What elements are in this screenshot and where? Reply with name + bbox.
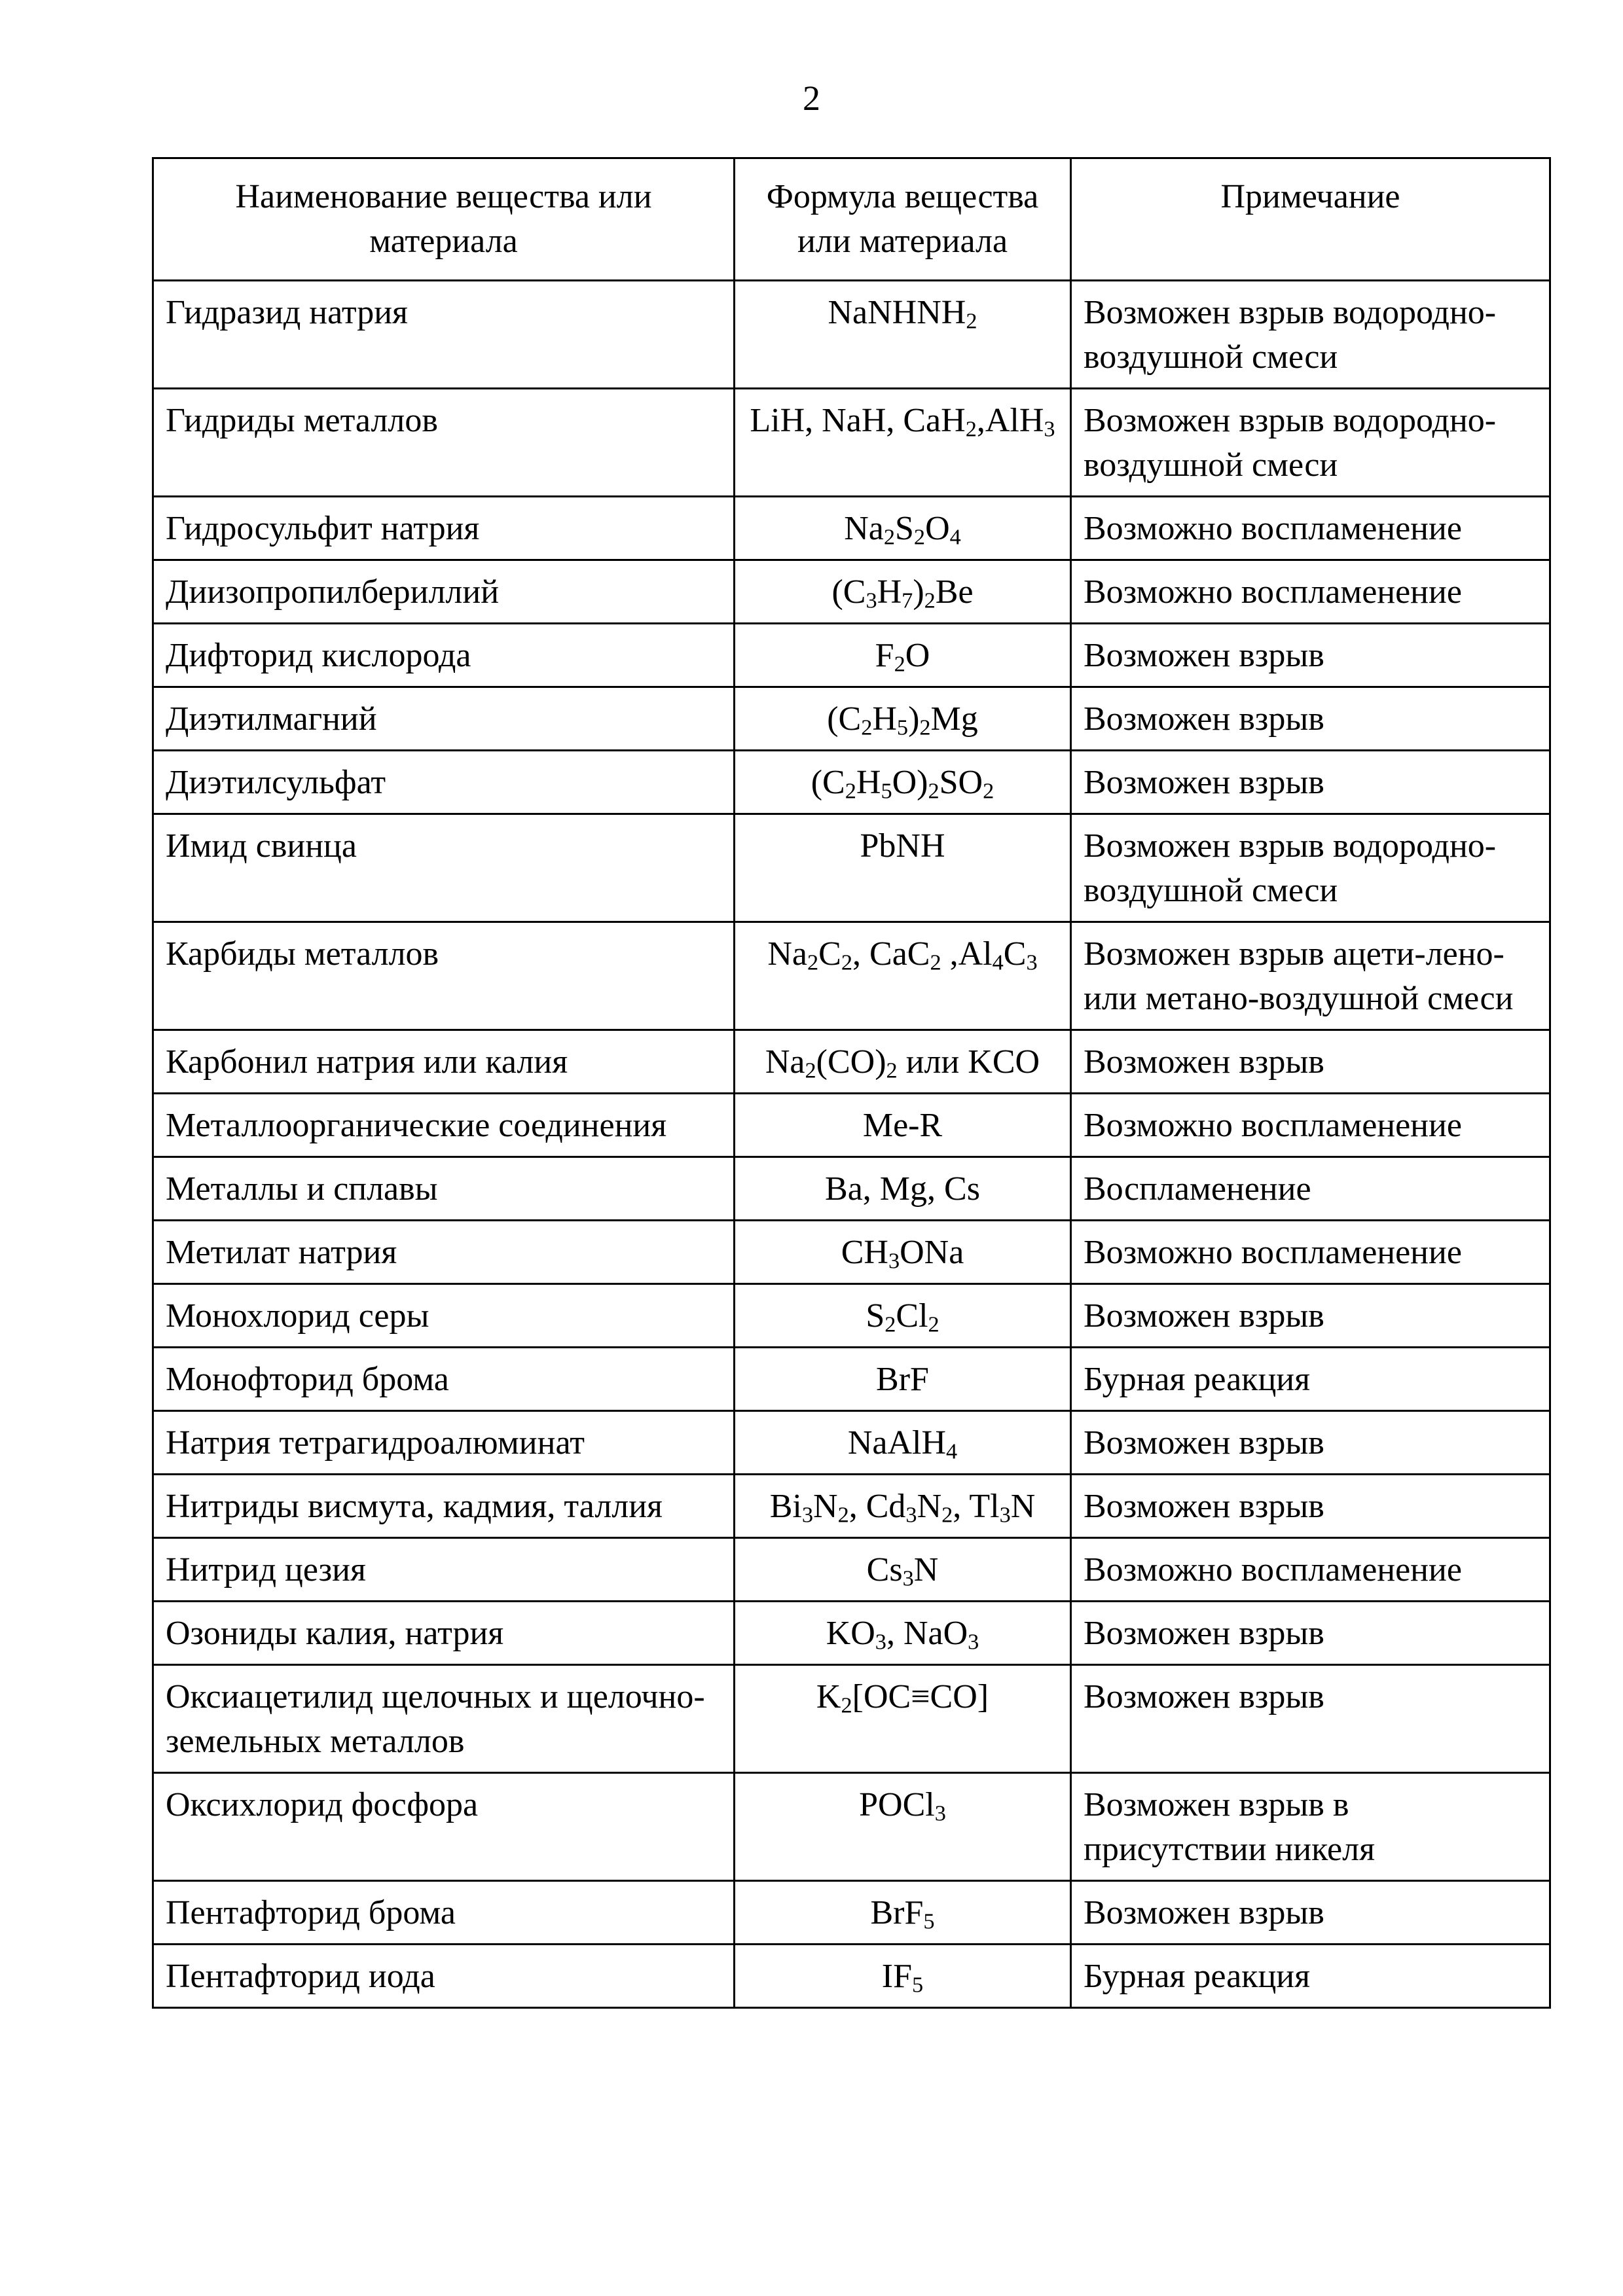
- formula-part: Na: [844, 510, 884, 547]
- formula-part: C: [1003, 935, 1027, 973]
- formula-text: [870, 1894, 935, 1934]
- formula-subscript: 3: [875, 1629, 886, 1655]
- substance-formula: [735, 1773, 1071, 1881]
- formula-subscript: 3: [1026, 950, 1038, 975]
- substance-formula: [735, 1094, 1071, 1157]
- formula-part: Na: [765, 1043, 805, 1081]
- substance-note: Возможно воспламенение: [1071, 560, 1550, 624]
- substance-formula: [735, 1602, 1071, 1665]
- formula-part: IF: [881, 1958, 913, 1995]
- table-row: [153, 1284, 1550, 1348]
- formula-part: [OC≡CO]: [852, 1678, 989, 1715]
- formula-text: [866, 1297, 939, 1335]
- formula-subscript: 2: [930, 950, 941, 975]
- formula-text: [866, 1551, 939, 1591]
- table-row: [153, 281, 1550, 389]
- formula-part: NaNHNH: [828, 294, 966, 331]
- substance-formula: [735, 1221, 1071, 1284]
- substance-name: Нитрид цезия: [153, 1538, 735, 1602]
- substance-name: Имид свинца: [153, 814, 735, 922]
- table-body: [153, 281, 1550, 2008]
- table-row: [153, 1157, 1550, 1221]
- formula-part: Me-R: [862, 1107, 943, 1144]
- formula-subscript: 3: [968, 1629, 979, 1655]
- formula-subscript: 3: [888, 1248, 900, 1274]
- formula-subscript: 2: [919, 715, 931, 740]
- formula-part: K: [816, 1678, 841, 1715]
- formula-part: , NaO: [886, 1615, 968, 1652]
- formula-part: (C: [831, 573, 866, 611]
- substance-name: Монофторид брома: [153, 1348, 735, 1411]
- formula-part: (CO): [816, 1043, 886, 1081]
- formula-part: Na: [767, 935, 808, 973]
- formula-subscript: 2: [924, 588, 936, 613]
- table-row: [153, 1094, 1550, 1157]
- formula-subscript: 2: [884, 1312, 896, 1337]
- substance-formula: [735, 1665, 1071, 1773]
- substance-note: Возможен взрыв водородно-воздушной смеси: [1071, 281, 1550, 389]
- formula-subscript: 2: [837, 1502, 849, 1528]
- table-row: [153, 1773, 1550, 1881]
- table-row: [153, 1945, 1550, 2008]
- table-row: [153, 1602, 1550, 1665]
- formula-text: [848, 1424, 957, 1462]
- formula-subscript: 3: [801, 1502, 813, 1528]
- formula-part: Be: [935, 573, 974, 611]
- substance-name: Метилат натрия: [153, 1221, 735, 1284]
- substance-note: Возможен взрыв: [1071, 1030, 1550, 1094]
- formula-text: [844, 510, 961, 550]
- table-row: [153, 1348, 1550, 1411]
- formula-part: (C: [811, 764, 845, 801]
- substance-note: Возможен взрыв: [1071, 751, 1550, 814]
- substance-note: Возможен взрыв ацети-лено- или метано-воздушной смеси: [1071, 922, 1550, 1030]
- substance-note: Возможен взрыв в присутствии никеля: [1071, 1773, 1550, 1881]
- formula-subscript: 5: [881, 778, 892, 804]
- formula-part: , Tl: [953, 1488, 1000, 1525]
- formula-part: NaAlH: [847, 1424, 947, 1462]
- formula-part: POCl: [859, 1786, 935, 1823]
- table-row: [153, 1030, 1550, 1094]
- formula-subscript: 3: [934, 1801, 946, 1826]
- substance-note: Возможен взрыв: [1071, 1881, 1550, 1945]
- formula-text: [825, 1170, 980, 1208]
- formula-subscript: 2: [941, 1502, 953, 1528]
- substance-formula: [735, 1945, 1071, 2008]
- substance-name: Диизопропилбериллий: [153, 560, 735, 624]
- substance-note: Возможно воспламенение: [1071, 497, 1550, 560]
- formula-part: S: [895, 510, 914, 547]
- formula-text: [863, 1107, 942, 1144]
- formula-part: Bi: [769, 1488, 802, 1525]
- formula-part: N: [913, 1551, 939, 1588]
- substance-name: Карбиды металлов: [153, 922, 735, 1030]
- substance-note: Возможен взрыв: [1071, 1284, 1550, 1348]
- formula-part: S: [866, 1297, 885, 1335]
- formula-part: Ba, Mg, Cs: [825, 1170, 980, 1208]
- substance-name: Металлоорганические соединения: [153, 1094, 735, 1157]
- table-row: [153, 1475, 1550, 1538]
- table-row: [153, 389, 1550, 497]
- table-row: [153, 922, 1550, 1030]
- substance-name: Гидразид натрия: [153, 281, 735, 389]
- table-row: [153, 814, 1550, 922]
- formula-subscript: 3: [999, 1502, 1011, 1528]
- substance-name: Пентафторид брома: [153, 1881, 735, 1945]
- formula-text: [859, 1786, 946, 1826]
- substance-note: Воспламенение: [1071, 1157, 1550, 1221]
- table-row: [153, 1665, 1550, 1773]
- table-row: [153, 1411, 1550, 1475]
- formula-part: PbNH: [860, 827, 945, 865]
- formula-subscript: 2: [913, 524, 926, 550]
- substance-formula: [735, 1284, 1071, 1348]
- substance-note: Бурная реакция: [1071, 1945, 1550, 2008]
- formula-subscript: 4: [949, 524, 961, 550]
- substance-note: Возможно воспламенение: [1071, 1538, 1550, 1602]
- formula-text: [826, 1615, 979, 1655]
- formula-part: Cl: [896, 1297, 928, 1335]
- formula-text: [765, 1043, 1040, 1081]
- substance-note: Возможен взрыв: [1071, 624, 1550, 687]
- substance-note: Возможен взрыв: [1071, 1665, 1550, 1773]
- formula-subscript: 2: [983, 778, 994, 804]
- substance-formula: [735, 1411, 1071, 1475]
- formula-part: BrF: [870, 1894, 924, 1931]
- formula-text: [875, 637, 930, 677]
- formula-part: ): [908, 700, 920, 738]
- formula-part: H: [872, 700, 897, 738]
- substance-note: Возможен взрыв: [1071, 1411, 1550, 1475]
- formula-text: [876, 1361, 929, 1398]
- substance-note: Возможен взрыв: [1071, 1475, 1550, 1538]
- substance-formula: [735, 560, 1071, 624]
- formula-subscript: 2: [894, 651, 905, 677]
- table-row: [153, 1881, 1550, 1945]
- formula-subscript: 5: [923, 1909, 935, 1934]
- substance-formula: [735, 497, 1071, 560]
- formula-subscript: 3: [1044, 416, 1055, 442]
- table-header-row: [153, 158, 1550, 281]
- formula-part: CH: [841, 1234, 888, 1271]
- formula-part: BrF: [876, 1361, 929, 1398]
- substance-note: Бурная реакция: [1071, 1348, 1550, 1411]
- substance-name: Монохлорид серы: [153, 1284, 735, 1348]
- formula-part: O: [905, 637, 930, 674]
- table-row: [153, 751, 1550, 814]
- substance-name: Нитриды висмута, кадмия, таллия: [153, 1475, 735, 1538]
- formula-subscript: 2: [965, 416, 977, 442]
- formula-subscript: 2: [807, 950, 819, 975]
- formula-text: [881, 1958, 924, 1998]
- formula-part: (C: [827, 700, 862, 738]
- formula-part: C: [818, 935, 841, 973]
- substance-name: Натрия тетрагидроалюминат: [153, 1411, 735, 1475]
- substance-name: Диэтилсульфат: [153, 751, 735, 814]
- formula-part: ,AlH: [976, 402, 1044, 439]
- hazardous-substances-table: [152, 157, 1551, 2009]
- substance-name: Пентафторид иода: [153, 1945, 735, 2008]
- formula-text: [827, 700, 978, 738]
- formula-part: N: [917, 1488, 942, 1525]
- formula-part: LiH, NaH, CaH: [750, 402, 966, 439]
- formula-part: O): [892, 764, 928, 801]
- substance-name: Оксихлорид фосфора: [153, 1773, 735, 1881]
- formula-text: [828, 294, 977, 334]
- formula-subscript: 3: [866, 588, 877, 613]
- formula-part: KO: [826, 1615, 875, 1652]
- formula-subscript: 2: [928, 1312, 939, 1337]
- formula-text: [767, 935, 1037, 973]
- formula-part: F: [875, 637, 894, 674]
- substance-note: Возможен взрыв водородно-воздушной смеси: [1071, 814, 1550, 922]
- formula-part: или KCO: [897, 1043, 1040, 1081]
- substance-note: Возможно воспламенение: [1071, 1221, 1550, 1284]
- substance-formula: [735, 1475, 1071, 1538]
- substance-formula: [735, 1881, 1071, 1945]
- formula-text: [769, 1488, 1036, 1528]
- formula-text: [860, 827, 945, 865]
- formula-subscript: 2: [883, 524, 895, 550]
- substance-name: Карбонил натрия или калия: [153, 1030, 735, 1094]
- header-name: Наименование вещества или материала: [153, 158, 735, 281]
- formula-subscript: 2: [805, 1058, 816, 1083]
- formula-part: O: [925, 510, 950, 547]
- formula-part: SO: [939, 764, 983, 801]
- formula-subscript: 2: [845, 778, 856, 804]
- formula-part: H: [856, 764, 881, 801]
- formula-part: N: [813, 1488, 838, 1525]
- formula-part: Cs: [866, 1551, 903, 1588]
- formula-subscript: 5: [896, 715, 909, 740]
- substance-formula: [735, 389, 1071, 497]
- formula-part: ,Al: [941, 935, 993, 973]
- table-row: [153, 1538, 1550, 1602]
- substance-formula: [735, 751, 1071, 814]
- substance-note: Возможен взрыв водородно-воздушной смеси: [1071, 389, 1550, 497]
- substance-formula: [735, 1157, 1071, 1221]
- formula-part: ONa: [900, 1234, 964, 1271]
- substance-name: Металлы и сплавы: [153, 1157, 735, 1221]
- page-number: 2: [803, 79, 820, 118]
- substance-formula: [735, 687, 1071, 751]
- formula-text: [811, 764, 994, 804]
- substance-note: Возможно воспламенение: [1071, 1094, 1550, 1157]
- header-formula: Формула вещества или материала: [735, 158, 1071, 281]
- formula-part: Mg: [930, 700, 978, 738]
- formula-subscript: 3: [902, 1566, 914, 1591]
- formula-subscript: 2: [841, 1693, 852, 1718]
- formula-subscript: 2: [928, 778, 939, 804]
- substance-name: Гидриды металлов: [153, 389, 735, 497]
- formula-text: [750, 402, 1055, 442]
- formula-text: [831, 573, 973, 611]
- formula-part: , CaC: [852, 935, 930, 973]
- substance-formula: [735, 1030, 1071, 1094]
- formula-subscript: 2: [966, 308, 977, 334]
- table-row: [153, 1221, 1550, 1284]
- table-row: [153, 687, 1550, 751]
- header-note: Примечание: [1071, 158, 1550, 281]
- formula-subscript: 2: [841, 950, 853, 975]
- formula-text: [841, 1234, 964, 1274]
- substance-formula: [735, 814, 1071, 922]
- formula-subscript: 2: [861, 715, 873, 740]
- substance-note: Возможен взрыв: [1071, 1602, 1550, 1665]
- table-row: [153, 624, 1550, 687]
- formula-part: N: [1010, 1488, 1036, 1525]
- substance-name: Диэтилмагний: [153, 687, 735, 751]
- substance-note: Возможен взрыв: [1071, 687, 1550, 751]
- substance-name: Озониды калия, натрия: [153, 1602, 735, 1665]
- substance-name: Дифторид кислорода: [153, 624, 735, 687]
- substance-name: Оксиацетилид щелочных и щелочно-земельных металлов: [153, 1665, 735, 1773]
- formula-part: ): [913, 573, 924, 611]
- formula-part: H: [877, 573, 902, 611]
- formula-subscript: 4: [946, 1439, 958, 1464]
- substance-formula: [735, 1348, 1071, 1411]
- substance-formula: [735, 1538, 1071, 1602]
- formula-subscript: 5: [912, 1972, 924, 1998]
- substance-formula: [735, 281, 1071, 389]
- formula-subscript: 7: [902, 588, 913, 613]
- substance-formula: [735, 922, 1071, 1030]
- table-row: [153, 497, 1550, 560]
- formula-subscript: 3: [905, 1502, 917, 1528]
- formula-part: , Cd: [848, 1488, 906, 1525]
- substance-formula: [735, 624, 1071, 687]
- formula-subscript: 4: [992, 950, 1004, 975]
- formula-text: [816, 1678, 989, 1718]
- formula-subscript: 2: [886, 1058, 898, 1083]
- table-row: [153, 560, 1550, 624]
- substance-name: Гидросульфит натрия: [153, 497, 735, 560]
